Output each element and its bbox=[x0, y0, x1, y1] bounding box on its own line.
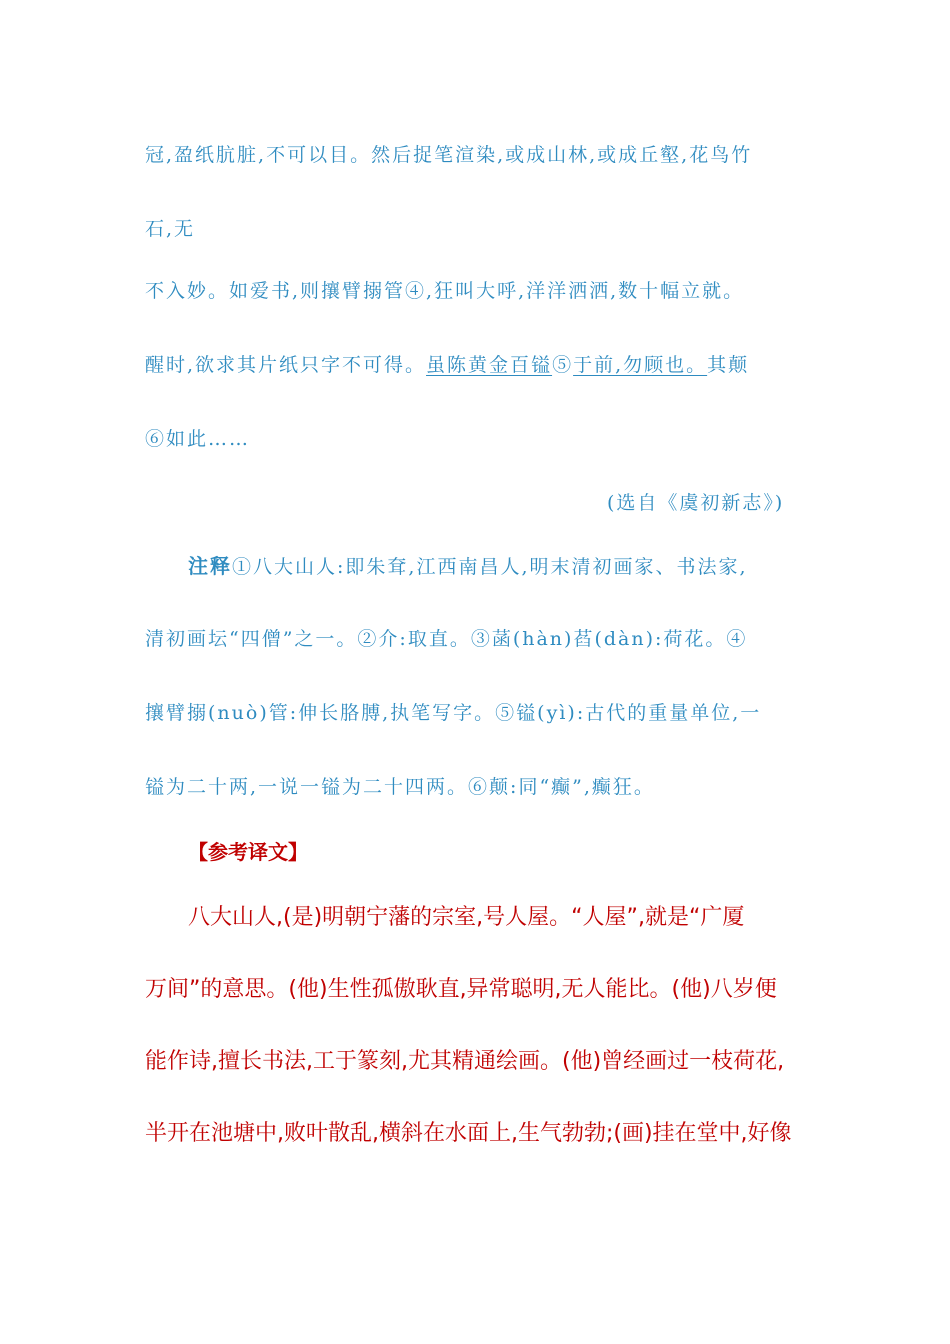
translation-line-3: 能作诗,擅长书法,工于篆刻,尤其精通绘画。(他)曾经画过一枝荷花, bbox=[145, 1049, 785, 1074]
footnote-marker-5: ⑤ bbox=[552, 354, 574, 376]
passage-line-5: ⑥如此…… bbox=[145, 428, 251, 450]
notes-heading: 注释 bbox=[188, 554, 232, 578]
notes-line-4: 镒为二十两,一说一镒为二十四两。⑥颠:同“癫”,癫狂。 bbox=[145, 776, 655, 798]
passage-line-4-start: 醒时,欲求其片纸只字不可得。 bbox=[145, 354, 427, 376]
translation-line-4: 半开在池塘中,败叶散乱,横斜在水面上,生气勃勃;(画)挂在堂中,好像 bbox=[145, 1121, 792, 1146]
passage-line-3: 不入妙。如爱书,则攘臂搦管④,狂叫大呼,洋洋洒洒,数十幅立就。 bbox=[145, 280, 745, 302]
passage-line-4 bbox=[145, 350, 749, 377]
passage-line-2: 石,无 bbox=[145, 218, 196, 240]
passage-line-1: 冠,盈纸肮脏,不可以目。然后捉笔渲染,或成山林,或成丘壑,花鸟竹 bbox=[145, 144, 753, 166]
notes-line-1 bbox=[188, 550, 748, 579]
passage-line-4-end: 其颠 bbox=[707, 354, 750, 376]
translation-heading: 【参考译文】 bbox=[188, 840, 308, 864]
notes-line-3: 攘臂搦(nuò)管:伸长胳膊,执笔写字。⑤镒(yì):古代的重量单位,一 bbox=[145, 702, 762, 724]
passage-source: (选自《虞初新志》) bbox=[607, 492, 785, 514]
translation-line-1: 八大山人,(是)明朝宁藩的宗室,号人屋。“人屋”,就是“广厦 bbox=[188, 905, 745, 930]
underlined-phrase-gold: 虽陈黄金百镒 bbox=[426, 354, 553, 376]
underlined-phrase-ignore: 于前,勿顾也。 bbox=[573, 354, 708, 376]
translation-line-2: 万间”的意思。(他)生性孤傲耿直,异常聪明,无人能比。(他)八岁便 bbox=[145, 977, 777, 1002]
notes-line-1-text: ①八大山人:即朱耷,江西南昌人,明末清初画家、书法家, bbox=[232, 556, 748, 578]
notes-line-2: 清初画坛“四僧”之一。②介:取直。③菡(hàn)萏(dàn):荷花。④ bbox=[145, 628, 748, 650]
